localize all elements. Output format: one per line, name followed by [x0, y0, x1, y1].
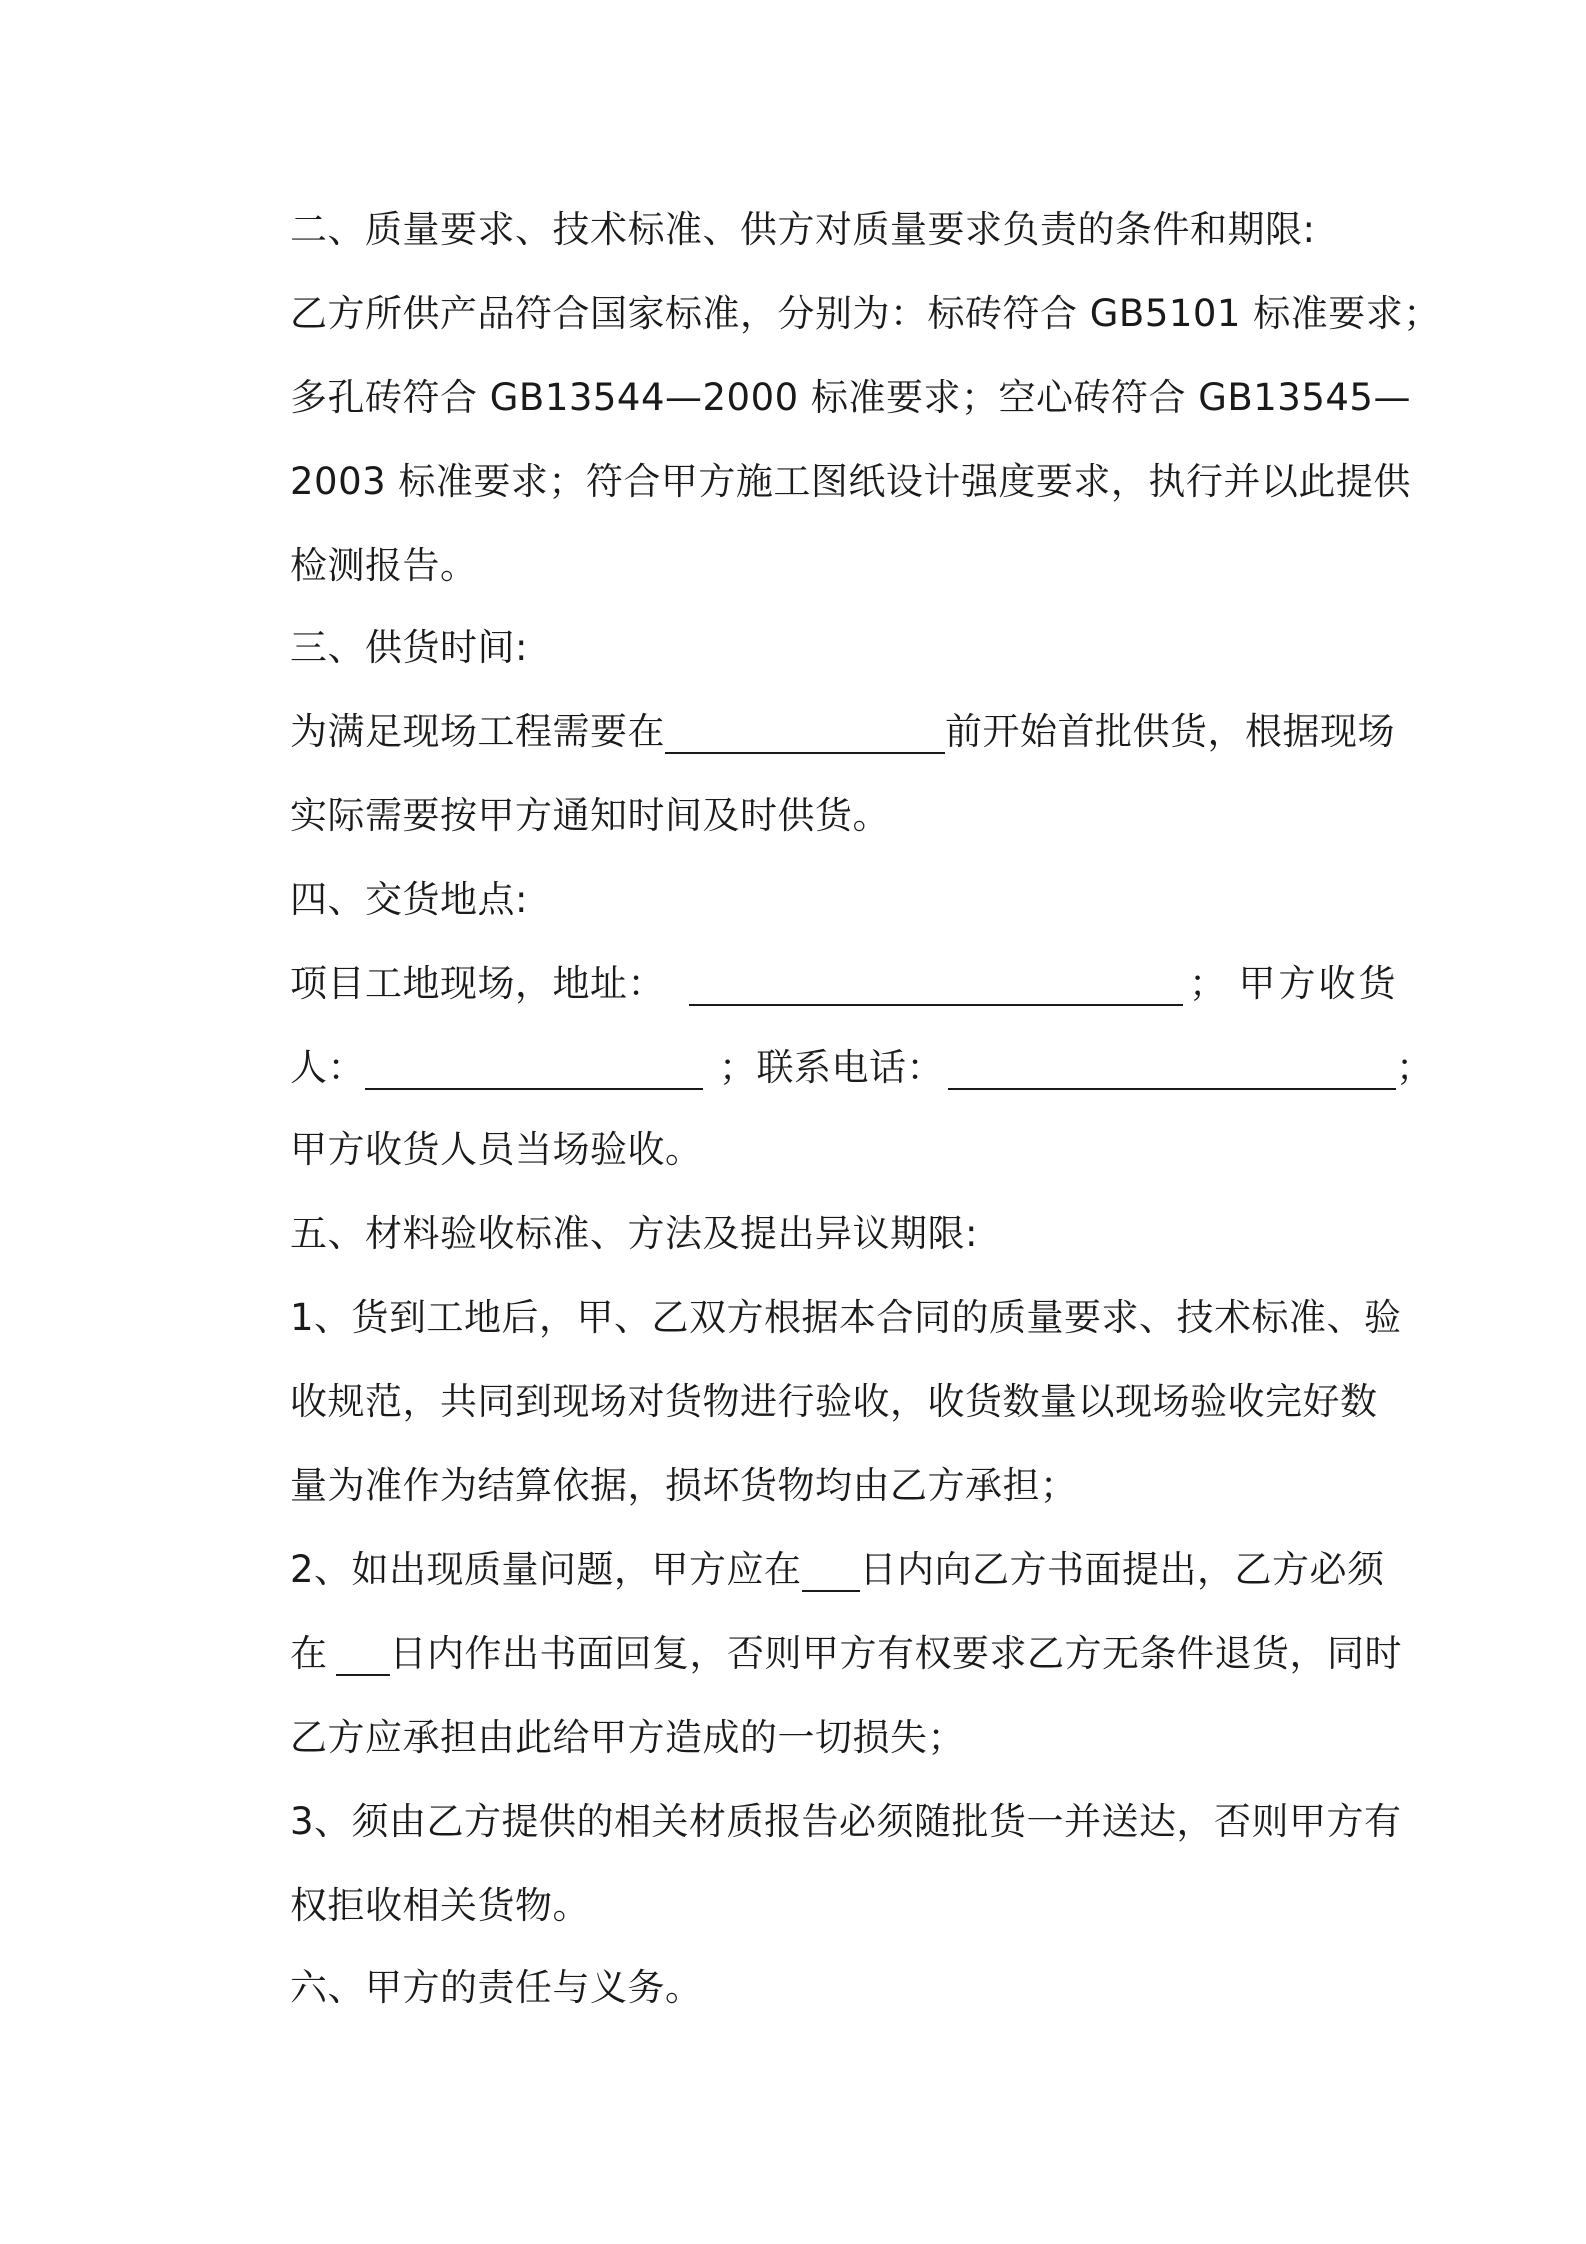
section-5-item-2-line-3: 乙方应承担由此给甲方造成的一切损失； [290, 1716, 965, 1759]
section-3-line-1 [290, 706, 1395, 758]
section-4-line-1 [290, 958, 1399, 1010]
section-4-heading: 四、交货地点: [290, 878, 528, 921]
address-label: 项目工地现场，地址： [290, 962, 665, 1005]
supply-time-suffix: 前开始首批供货，根据现场 [945, 710, 1395, 753]
supply-time-prefix: 为满足现场工程需要在 [290, 710, 665, 753]
receiver-label-part-1: 甲方收货 [1238, 962, 1399, 1005]
reply-days-prefix: 在 [290, 1632, 328, 1675]
phone-semicolon: ； [1396, 1046, 1434, 1089]
objection-days-prefix: 2、如出现质量问题，甲方应在 [290, 1548, 802, 1591]
section-2-line-1: 乙方所供产品符合国家标准，分别为：标砖符合 GB5101 标准要求； [290, 292, 1441, 335]
supply-date-blank [665, 712, 945, 754]
section-5-item-1-line-2: 收规范，共同到现场对货物进行验收，收货数量以现场验收完好数 [290, 1380, 1378, 1423]
section-6-heading: 六、甲方的责任与义务。 [290, 1966, 703, 2009]
section-2-line-2: 多孔砖符合 GB13544—2000 标准要求；空心砖符合 GB13545— [290, 376, 1411, 419]
section-5-item-3-line-1: 3、须由乙方提供的相关材质报告必须随批货一并送达，否则甲方有 [290, 1800, 1402, 1843]
section-5-item-2-line-2 [290, 1628, 1402, 1680]
receiver-blank [365, 1048, 703, 1090]
section-5-item-1-line-3: 量为准作为结算依据，损坏货物均由乙方承担； [290, 1464, 1078, 1507]
section-5-item-1-line-1: 1、货到工地后，甲、乙双方根据本合同的质量要求、技术标准、验 [290, 1296, 1402, 1339]
phone-label: ；联系电话： [719, 1046, 944, 1089]
section-4-line-2 [290, 1042, 1434, 1094]
address-semicolon: ； [1189, 962, 1227, 1005]
address-blank [689, 964, 1183, 1006]
receiver-label-part-2: 人： [290, 1046, 365, 1089]
section-3-line-2: 实际需要按甲方通知时间及时供货。 [290, 794, 890, 837]
phone-blank [948, 1048, 1396, 1090]
section-2-heading: 二、质量要求、技术标准、供方对质量要求负责的条件和期限: [290, 208, 1316, 251]
objection-days-blank [802, 1550, 860, 1592]
section-4-line-3: 甲方收货人员当场验收。 [290, 1128, 703, 1171]
section-5-item-3-line-2: 权拒收相关货物。 [290, 1884, 590, 1927]
section-2-line-3: 2003 标准要求；符合甲方施工图纸设计强度要求，执行并以此提供 [290, 460, 1411, 503]
reply-days-blank [336, 1634, 390, 1676]
section-5-heading: 五、材料验收标准、方法及提出异议期限: [290, 1212, 978, 1255]
objection-days-suffix: 日内向乙方书面提出，乙方必须 [859, 1548, 1385, 1591]
section-3-heading: 三、供货时间: [290, 626, 528, 669]
section-5-item-2-line-1 [290, 1544, 1390, 1596]
section-2-line-4: 检测报告。 [290, 544, 478, 587]
reply-days-suffix: 日内作出书面回复，否则甲方有权要求乙方无条件退货，同时 [389, 1632, 1402, 1675]
